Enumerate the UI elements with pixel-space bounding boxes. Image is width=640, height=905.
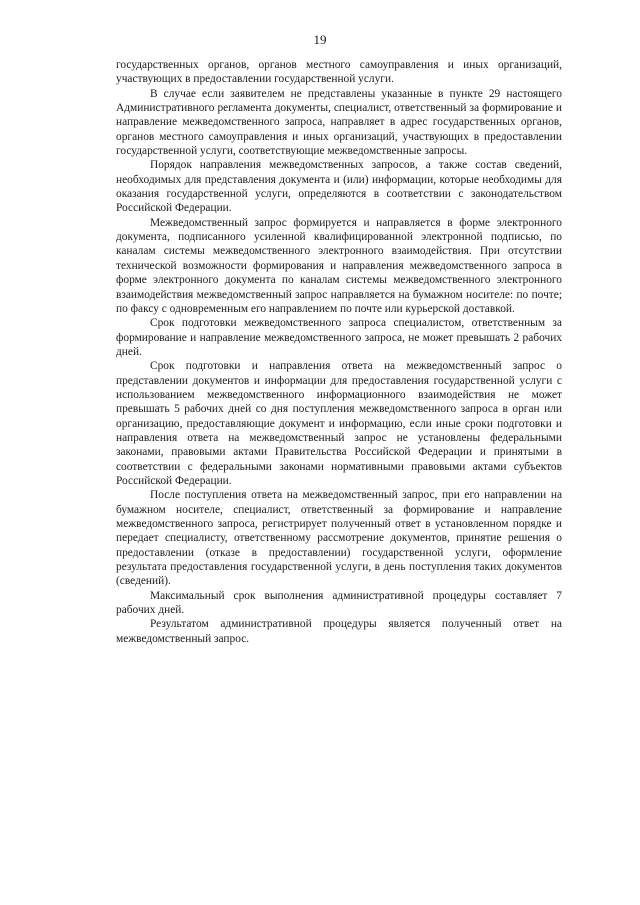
paragraph-result: Результатом административной процедуры является полученный ответ на межведомственный запрос. bbox=[116, 618, 562, 645]
paragraph-preparation-term: Срок подготовки межведомственного запроса специалистом, ответственным за формирование и направление межведомственного запроса, не может превышать 2 рабочих дней. bbox=[116, 317, 562, 358]
paragraph-max-term: Максимальный срок выполнения административной процедуры составляет 7 рабочих дней. bbox=[116, 589, 562, 617]
paragraph-interagency-requests-sending: В случае если заявителем не представлены указанные в пункте 29 настоящего Административного регламента документы, специалист, ответственный за формирование и направление межведомственного запроса, направляет в адрес государственных органов, органов местного самоуправления и иных организаций, участвующих в предоставлении государственной услуги, соответствующие межведомственные запросы. bbox=[116, 87, 562, 158]
page-number: 19 bbox=[313, 32, 327, 47]
paragraph-request-procedure: Порядок направления межведомственных запросов, а также состав сведений, необходимых для представления документа и (или) информации, которые необходимы для оказания государственной услуги, определяются в соответствии с законодательством Российской Федерации. bbox=[116, 159, 562, 215]
paragraph-response-registration: После поступления ответа на межведомственный запрос, при его направлении на бумажном носителе, специалист, ответственный за формирование и направление межведомственного запроса, регистрирует полученный ответ в установленном порядке и передает специалисту, ответственному рассмотрение документов, принятие решения о предоставлении (отказе в предоставлении) государственной услуги, оформление результата предоставления государственной услуги, в день поступления таких документов (сведений). bbox=[116, 489, 562, 588]
document-body bbox=[116, 58, 562, 646]
paragraph-response-term: Срок подготовки и направления ответа на межведомственный запрос о представлении документов и информации для предоставления государственной услуги с использованием межведомственного информационного взаимодействия не может превышать 5 рабочих дней со дня поступления межведомственного запроса в орган или организацию, предоставляющие документ и информацию, если иные сроки подготовки и направления ответа на межведомственный запрос не установлены федеральными законами, правовыми актами Правительства Российской Федерации и принятыми в соответствии с федеральными законами нормативными правовыми актами субъектов Российской Федерации. bbox=[116, 360, 562, 487]
paragraph-continuation: государственных органов, органов местного самоуправления и иных организаций, участвующих в предоставлении государственной услуги. bbox=[116, 59, 562, 86]
paragraph-request-form: Межведомственный запрос формируется и направляется в форме электронного документа, подписанного усиленной квалифицированной электронной подписью, по каналам системы межведомственного электронного взаимодействия. При отсутствии технической возможности формирования и направления межведомственного запроса в форме электронного документа по каналам системы межведомственного электронного взаимодействия межведомственный запрос направляется на бумажном носителе: по почте; по факсу с одновременным его направлением по почте или курьерской доставкой. bbox=[116, 216, 562, 315]
